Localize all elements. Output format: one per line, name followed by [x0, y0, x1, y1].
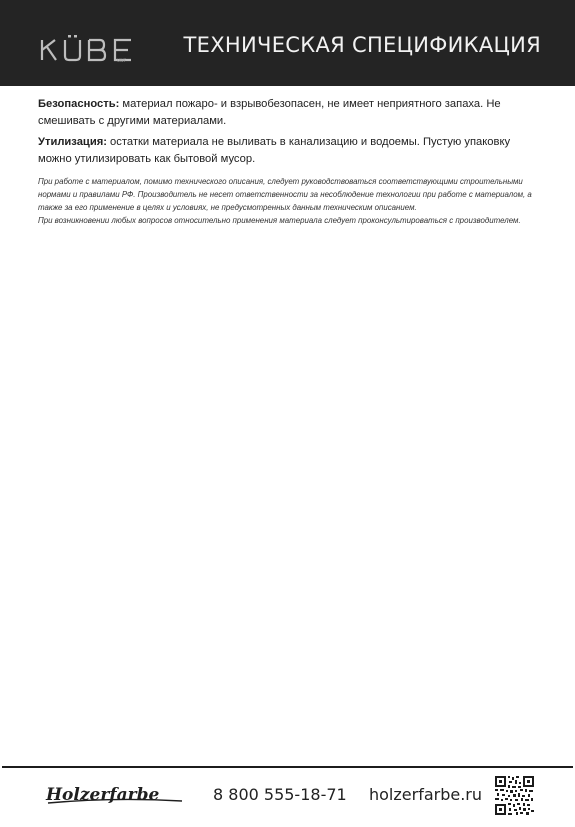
brand-name: Holzerfarbe — [46, 785, 160, 805]
website-link[interactable]: holzerfarbe.ru — [369, 785, 483, 804]
safety-text: материал пожаро- и взрывобезопасен, не имеет неприятного запаха. Не смешивать с другими материалами. — [38, 98, 501, 127]
disclaimer-note: При возникновении любых вопросов относительно применения материала следует проконсультироваться с производителем. — [38, 216, 521, 225]
qr-code-icon — [495, 776, 534, 815]
kube-logo — [39, 35, 143, 63]
disposal-paragraph — [38, 134, 542, 168]
disclaimer-notes — [38, 175, 542, 227]
safety-label: Безопасность: — [38, 98, 120, 110]
disposal-text: остатки материала не выливать в канализацию и водоемы. Пустую упаковку можно утилизировать как бытовой мусор. — [38, 136, 511, 165]
header-bar — [0, 0, 575, 86]
disclaimer-note: При работе с материалом, помимо технического описания, следует руководствоваться соответствующими строительными нормами и правилами РФ. Производитель не несет ответственности за несоблюдение технологии при работе с материалом, а также за его применение в целях и условиях, не предусмотренных данным техническим описанием. — [38, 177, 532, 212]
disposal-label: Утилизация: — [38, 136, 107, 148]
page-title: ТЕХНИЧЕСКАЯ СПЕЦИФИКАЦИЯ — [183, 33, 541, 57]
footer-divider — [2, 766, 573, 768]
holzerfarbe-logo — [44, 783, 186, 807]
logo-subtext: UWF — [117, 58, 127, 63]
document-body — [38, 96, 542, 227]
safety-paragraph — [38, 96, 542, 130]
phone-number: 8 800 555-18-71 — [213, 785, 347, 804]
